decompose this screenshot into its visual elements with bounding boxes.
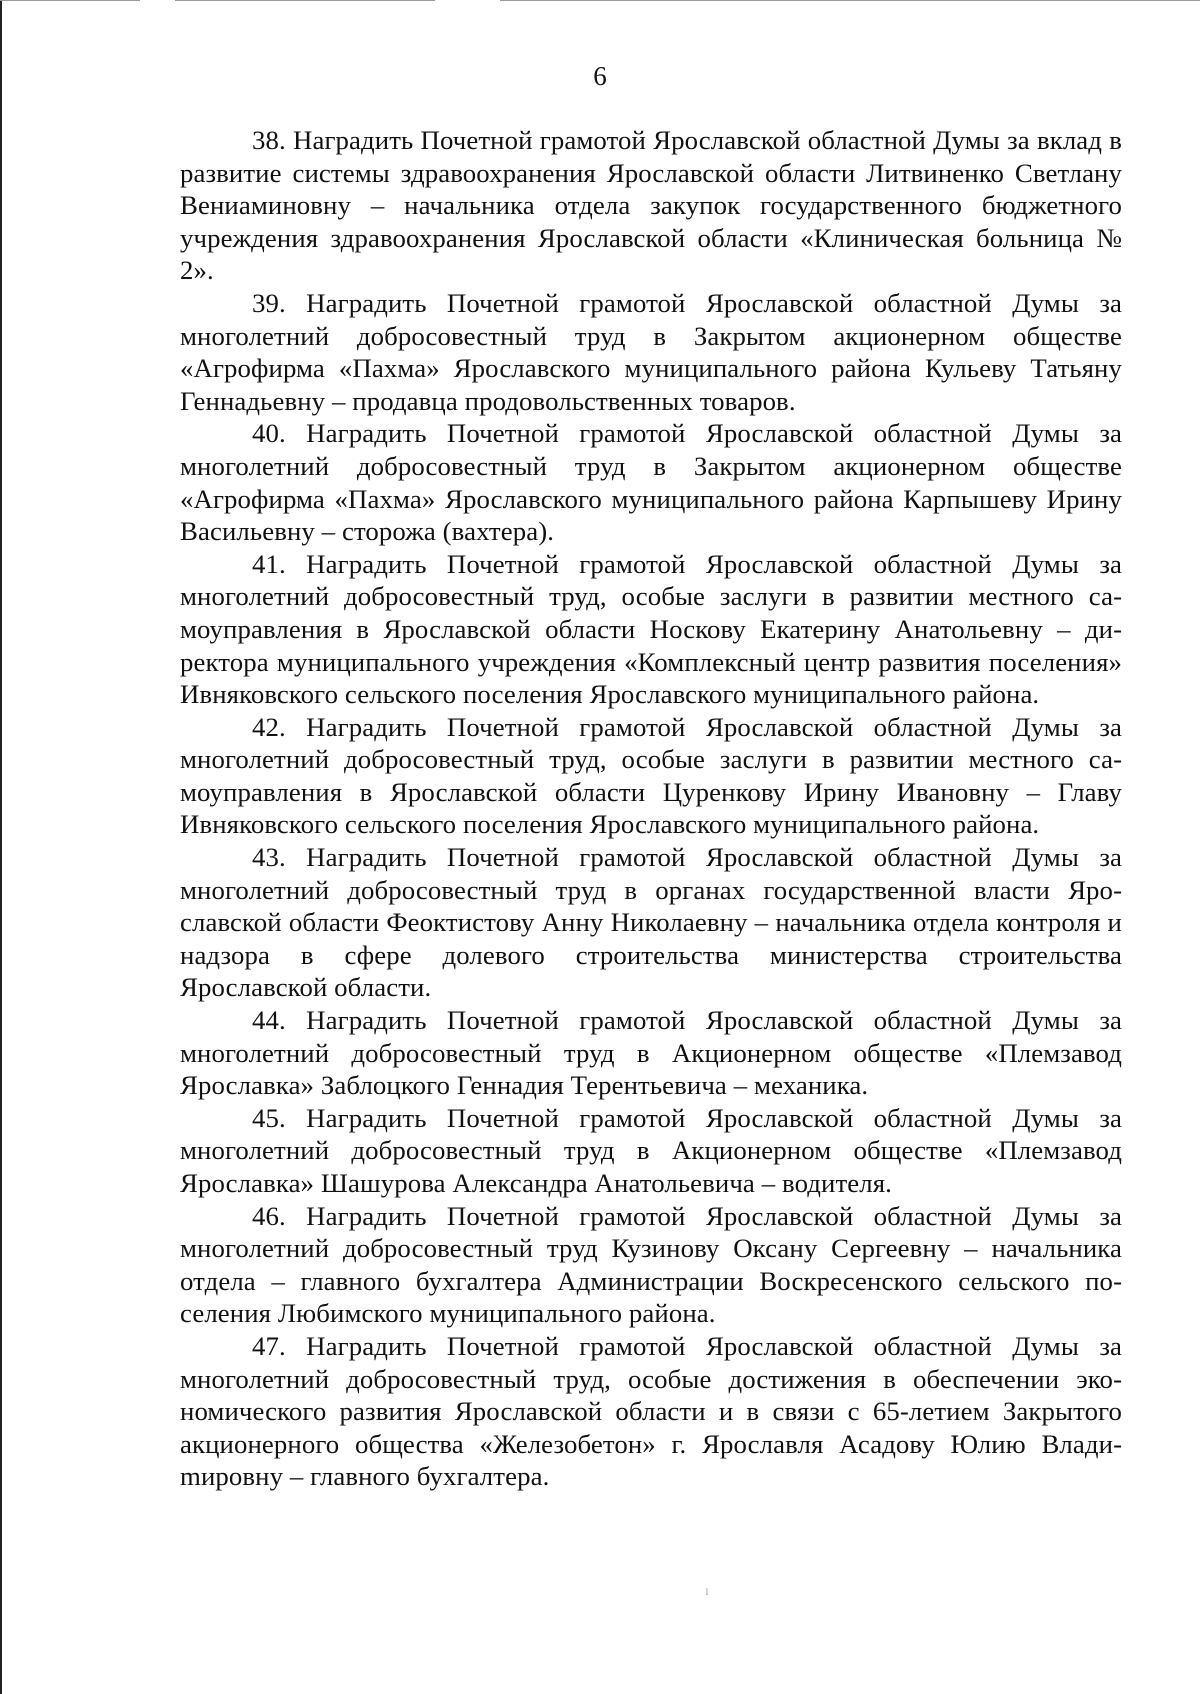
page-number: 6 <box>593 61 607 91</box>
award-item-46: 46. Наградить Почетной грамотой Ярославской областной Думы за многолетний добросовестный труд Кузинову Оксану Сергеевну – начальника отдела – главного бухгалтера Администрации Воскресенского сельского поселения Любимского муниципального района. <box>180 1200 1122 1329</box>
award-item-41: 41. Наградить Почетной грамотой Ярославской областной Думы за многолетний добросовестный труд, особые заслуги в развитии местного самоуправления в Ярославской области Носкову Екатерину Анатольевну – директора муниципального учреждения «Комплексный центр развития поселения» Ивняковского сельского поселения Ярославского муниципального района. <box>180 548 1122 710</box>
award-item-38: 38. Наградить Почетной грамотой Ярославской областной Думы за вклад в развитие системы здравоохранения Ярославской области Литвиненко Светлану Вениаминовну – начальника отдела закупок государственного бюджетного учреждения здравоохранения Ярославской области «Клиническая больница № 2». <box>180 125 1122 286</box>
document-body <box>180 124 1122 1493</box>
award-item-47: 47. Наградить Почетной грамотой Ярославской областной Думы за многолетний добросовестный труд, особые достижения в обеспечении экономического развития Ярославской области и в связи с 65-летием Закрытого акционерного общества «Железобетон» г. Ярославля Асадову Юлию Владиmировну – главного бухгалтера. <box>180 1330 1122 1492</box>
award-item-39: 39. Наградить Почетной грамотой Ярославской областной Думы за многолетний добросовестный труд в Закрытом акционерном обществе «Агрофирма «Пахма» Ярославского муниципального района Кульеву Татьяну Геннадьевну – продавца продовольственных товаров. <box>180 287 1122 416</box>
scan-speck: ı <box>705 1584 709 1599</box>
scan-left-edge <box>0 0 2 1694</box>
scan-top-edge <box>0 0 1200 2</box>
award-item-43: 43. Наградить Почетной грамотой Ярославской областной Думы за многолетний добросовестный труд в органах государственной власти Ярославской области Феоктистову Анну Николаевну – начальника отдела контроля и надзора в сфере долевого строительства министерства строительства Ярославской области. <box>180 842 1122 1003</box>
award-item-40: 40. Наградить Почетной грамотой Ярославской областной Думы за многолетний добросовестный труд в Закрытом акционерном обществе «Агрофирма «Пахма» Ярославского муниципального района Карпышеву Ирину Васильевну – сторожа (вахтера). <box>180 418 1122 547</box>
award-item-45: 45. Наградить Почетной грамотой Ярославской областной Думы за многолетний добросовестный труд в Акционерном обществе «Племзавод Ярославка» Шашурова Александра Анатольевича – водителя. <box>180 1102 1122 1198</box>
award-item-42: 42. Наградить Почетной грамотой Ярославской областной Думы за многолетний добросовестный труд, особые заслуги в развитии местного самоуправления в Ярославской области Цуренкову Ирину Ивановну – Главу Ивняковского сельского поселения Ярославского муниципального района. <box>180 711 1122 840</box>
award-item-44: 44. Наградить Почетной грамотой Ярославской областной Думы за многолетний добросовестный труд в Акционерном обществе «Племзавод Ярославка» Заблоцкого Геннадия Терентьевича – механика. <box>180 1005 1122 1101</box>
